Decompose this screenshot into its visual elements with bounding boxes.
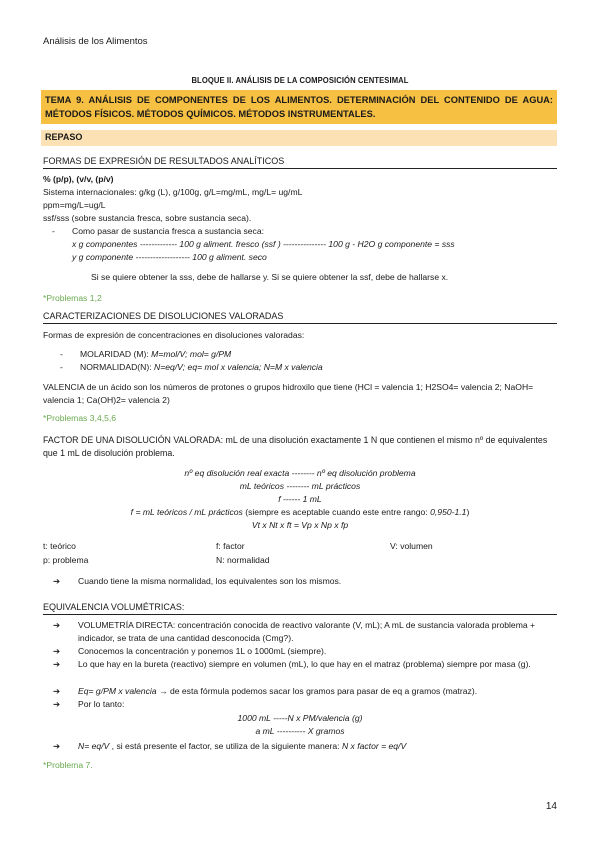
eq-formula-rest: → de esta fórmula podemos sacar los gramos para pasar de eq a gramos (matraz). (156, 686, 478, 696)
valoradas-intro: Formas de expresión de concentraciones en disoluciones valoradas: (43, 330, 305, 340)
factor-formula-2: mL teóricos -------- mL prácticos (239, 481, 361, 491)
eq-formula: Eq= g/PM x valencia (78, 686, 157, 696)
factor-range: 0,950-1.1 (430, 507, 467, 517)
list-dash: - (60, 362, 63, 372)
units-line: % (p/p), (v/v, (p/v) (43, 174, 114, 184)
calc-line-2: a mL ---------- X gramos (255, 726, 345, 736)
equivalencia-item-text: Lo que hay en la bureta (reactivo) siempre en volumen (mL), lo que hay en el matraz (problema) siempre por masa (g). (78, 659, 531, 669)
list-dash: - (60, 349, 63, 359)
legend-cell: t: teórico (43, 541, 76, 551)
normalidad-formula: N=eq/V; eq= mol x valencia; N=M x valencia (154, 362, 323, 372)
factor-formula-4 (43, 507, 557, 517)
equivalencia-item (53, 740, 557, 753)
equivalencia-item (53, 619, 557, 644)
normal-factor-item (53, 740, 557, 753)
formas-heading: FORMAS DE EXPRESIÓN DE RESULTADOS ANALÍTICOS (43, 156, 557, 169)
factor-formula-5: Vt x Nt x ft = Vp x Np x fp (251, 520, 349, 530)
normal-factor-middle: , si está presente el factor, se utiliza de la siguiente manera: (109, 741, 342, 751)
factor-formula: N x factor = eq/V (341, 741, 407, 751)
arrow-icon: ➔ (53, 699, 61, 709)
factor-formula-4-rest: (siempre es aceptable cuando este entre rango: (242, 507, 431, 517)
factor-definition: FACTOR DE UNA DISOLUCIÓN VALORADA: mL de una disolución exactamente 1 N que contienen el mismo nº de equivalentes que 1 mL de disolución problema. (43, 435, 548, 458)
legend-cell: f: factor (216, 541, 245, 551)
block-title: BLOQUE II. ANÁLISIS DE LA COMPOSICIÓN CENTESIMAL (191, 75, 409, 85)
equivalencia-item (53, 698, 557, 711)
si-line: Sistema internacionales: g/kg (L), g/100g, g/L=mg/mL, mg/L= ug/mL (43, 187, 303, 197)
tema-title: TEMA 9. ANÁLISIS DE COMPONENTES DE LOS ALIMENTOS. DETERMINACIÓN DEL CONTENIDO DE AGUA: MÉTODOS FÍSICOS. MÉTODOS QUÍMICOS. MÉTODOS INSTRUMENTALES. (41, 90, 557, 124)
factor-formula-1: nº eq disolución real exacta -------- nº eq disolución problema (184, 468, 416, 478)
por-lo-tanto: Por lo tanto: (78, 699, 125, 709)
factor-formula-4-main: f = mL teóricos / mL prácticos (130, 507, 243, 517)
equivalencia-item-text: VOLUMETRÍA DIRECTA: concentración conocida de reactivo valorante (V, mL); A mL de sustancia valorada problema + indicador, se trata de una cantidad desconocida (Cmg?). (78, 620, 536, 643)
arrow-icon: ➔ (53, 620, 61, 630)
calc-line-1: 1000 mL -----N x PM/valencia (g) (237, 713, 363, 723)
arrow-icon: ➔ (53, 646, 61, 656)
page-header: Análisis de los Alimentos (43, 36, 148, 47)
legend-cell: V: volumen (390, 541, 433, 551)
molaridad-label: MOLARIDAD (M): (80, 349, 152, 359)
arrow-icon: ➔ (53, 741, 61, 751)
arrow-icon: ➔ (53, 576, 61, 586)
equivalencia-item (53, 658, 557, 671)
equivalencia-item-text: Conocemos la concentración y ponemos 1L o 1000mL (siempre). (78, 646, 327, 656)
arrow-icon: ➔ (53, 659, 61, 669)
factor-formula-3: f ------ 1 mL (278, 494, 322, 504)
bullet-dash: - (52, 226, 55, 236)
factor-formula-4-end: ) (466, 507, 470, 517)
ppm-line: ppm=mg/L=ug/L (43, 200, 106, 210)
factor-arrow-note (53, 575, 553, 588)
legend-cell: N: normalidad (216, 555, 270, 565)
equation-line-1: x g componentes ------------- 100 g aliment. fresco (ssf ) --------------- 100 g - H2O g componente = sss (72, 239, 455, 249)
valencia-paragraph: VALENCIA de un ácido son los números de protones o grupos hidroxilo que tiene (HCl = valencia 1; H2SO4= valencia 2; NaOH= valencia 1; Ca(OH)2= valencia 2) (43, 382, 534, 405)
molaridad-formula: M=mol/V; mol= g/PM (151, 349, 232, 359)
legend-cell: p: problema (43, 555, 89, 565)
page-number: 14 (545, 801, 557, 812)
arrow-icon: ➔ (53, 686, 61, 696)
molaridad-item (80, 349, 231, 359)
repaso-label: REPASO (41, 130, 557, 146)
problems-ref: *Problemas 1,2 (43, 293, 102, 303)
equation-line-2: y g componente ------------------- 100 g aliment. seco (72, 252, 267, 262)
valoradas-heading: CARACTERIZACIONES DE DISOLUCIONES VALORADAS (43, 311, 557, 324)
equivalencia-heading: EQUIVALENCIA VOLUMÉTRICAS: (43, 602, 557, 615)
ssf-line: ssf/sss (sobre sustancia fresca, sobre sustancia seca). (43, 213, 252, 223)
problems-ref: *Problemas 3,4,5,6 (43, 413, 117, 423)
eq-formula-item (53, 685, 557, 698)
normalidad-label: NORMALIDAD(N): (80, 362, 155, 372)
formas-note: Si se quiere obtener la sss, debe de hallarse y. Si se quiere obtener la ssf, debe de hallarse x. (91, 272, 449, 282)
equivalencia-item (53, 685, 557, 698)
factor-arrow-text: Cuando tiene la misma normalidad, los equivalentes son los mismos. (78, 576, 342, 586)
normalidad-item (80, 362, 323, 372)
equivalencia-item (53, 645, 557, 658)
bullet-text: Como pasar de sustancia fresca a sustancia seca: (72, 226, 265, 236)
problems-ref: *Problema 7. (43, 760, 93, 770)
normal-formula: N= eq/V (78, 741, 110, 751)
